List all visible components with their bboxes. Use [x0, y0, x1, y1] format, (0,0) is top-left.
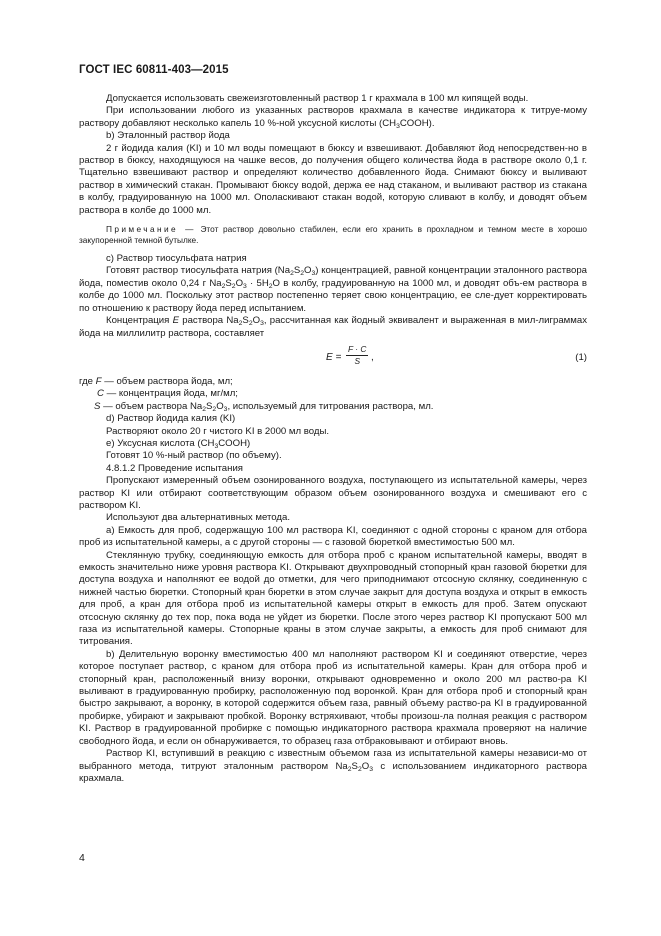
note [79, 224, 587, 246]
definition-row: S — объем раствора $Na_2S_2O_3$, используемый для титрования раствора, мл. [94, 400, 434, 413]
subsection-heading: e) Уксусная кислота $(CH_3COOH)$ [106, 437, 251, 450]
subsection-heading: b) Эталонный раствор йода [106, 130, 230, 142]
paragraph: Допускается использовать свежеизготовленный раствор 1 г крахмала в 100 мл кипящей воды. [106, 93, 529, 104]
definition-row: C — концентрация йода, мг/мл; [97, 388, 238, 400]
section-heading: 4.8.1.2 Проведение испытания [106, 462, 243, 474]
paragraph: Стеклянную трубку, соединяющую емкость для отбора проб с краном испытательной камеры, вводят в емкость значительно ниже уровня раствора KI. Открывают двухпроводный стопорный кран газовой бюретки для доступа воздуха и наполняют ее водой до отметки, для чего приподнимают отсосную склянку, соединенную с нижней частью бюретки. Стопорный кран бюретки в этом случае закрыт для доступа воздуха и открыт в емкость для проб, а кран для отбора проб из испытательной камеры открыт в емкость для проб. Затем опускают отсосную склянку до тех пор, пока вода не уйдет из бюретки. После этого через раствор KI пропускают 500 мл газа из испытательной камеры. Стопорные краны в этом случае закрыты, а емкость для проб снимают для титрования. [79, 549, 587, 648]
paragraph: Готовят раствор тиосульфата натрия $(Na_2S_2O_3)$ концентрацией, равной концентрации эталонного раствора йода, поместив около 0,24 г $Na_2S_2O_3 \cdot 5H_2O$ в колбу, градуированную на 1000 мл, и доводят объ-ем раствора в колбе до 1000 мл. Поскольку этот раствор постепенно теряет свою концентрацию, ее сле-дует корректировать по отношению к раствору йода перед испытанием. [79, 265, 588, 314]
formula-lhs: E = [326, 351, 342, 363]
paragraph: a) Емкость для проб, содержащую 100 мл раствора KI, соединяют с одной стороны с краном для отбора проб из испытательной камеры, а с другой стороны — с газовой бюреткой вместимостью 500 мл. [79, 524, 587, 549]
paragraph: Концентрация E раствора $Na_2S_2O_3$, рассчитанная как йодный эквивалент и выраженная в мил-лиграммах йода на миллилитр раствора, составляет [79, 315, 587, 339]
formula [79, 343, 587, 373]
paragraph: При использовании любого из указанных растворов крахмала в качестве индикатора к титруе-мому раствору добавляют несколько капель 10 %-ной уксусной кислоты $(CH_3COOH)$. [79, 105, 587, 130]
formula-denominator: S [354, 355, 361, 366]
variable-definitions [79, 376, 587, 413]
paragraph: Готовят 10 %-ный раствор (по объему). [106, 450, 282, 462]
definition-row: где F — объем раствора йода, мл; [79, 375, 233, 387]
page-number: 4 [79, 852, 85, 864]
paragraph: Пропускают измеренный объем озонированного воздуха, поступающего из испытательной камеры, через раствор KI или отбирают соответствующим образом объем озонированного воздуха и смешивают его с раствором KI. [79, 475, 587, 511]
equation-number: (1) [575, 351, 587, 363]
note-text: Этот раствор довольно стабилен, если его хранить в прохладном и темном месте в хорошо закупоренной темной бутылке. [79, 224, 587, 246]
paragraph: Используют два альтернативных метода. [106, 512, 291, 524]
note-label: Примечание — [106, 224, 196, 235]
paragraph: Растворяют около 20 г чистого KI в 2000 мл воды. [106, 425, 330, 437]
document-body [79, 93, 587, 785]
formula-comma: , [371, 351, 374, 363]
formula-fraction [346, 344, 368, 367]
paragraph: Раствор KI, вступивший в реакцию с известным объемом газа из испытательной камеры независи-мо от выбранного метода, титруют эталонным раствором $Na_2S_2O_3$ с использованием индикаторного раствора крахмала. [79, 748, 587, 784]
paragraph: b) Делительную воронку вместимостью 400 мл наполняют раствором KI и соединяют отверстие, через которое поступает раствор, с краном для отбора проб из испытательной камеры. Кран для отбора проб и стопорный кран, расположенный внизу воронки, открывают одновременно и около 200 мл раство-ра KI выливают в градуированную пробирку, расположенную под воронкой. Кран для отбора проб и стопорный кран быстро закрывают, а воронку, в которой содержится объем газа, равный объему раство-ра KI в градуированной пробирке, убирают и закрывают пробкой. Воронку встряхивают, чтобы произош-ла полная реакция с раствором KI. Раствор в градуированной пробирке с помощью индикаторного раствора крахмала проверяют на наличие свободного йода, и если он обнаруживается, то образец газа отбраковывают и отбирают вновь. [79, 648, 587, 747]
document-header: ГОСТ IEC 60811-403—2015 [79, 64, 229, 76]
formula-numerator: F · C [348, 343, 367, 354]
paragraph: 2 г йодида калия (KI) и 10 мл воды помещают в бюксу и взвешивают. Добавляют йод непосредствен-но в раствор в бюксу, находящуюся на чашке весов, до получения общего количества йода в растворе около 0,1 г. Тщательно взвешивают раствор и определяют количество добавленного йода. Снимают бюксу и выливают раствор в химический стакан. Промывают бюксу водой, держа ее над стаканом, и выливают раствор из стакана в колбу, градуированную на 1000 мл. Ополаскивают стакан водой, которую сливают в колбу, и доводят объем раствора в колбе до 1000 мл. [79, 142, 587, 216]
subsection-heading: c) Раствор тиосульфата натрия [106, 253, 247, 265]
subsection-heading: d) Раствор йодида калия (KI) [106, 413, 236, 425]
